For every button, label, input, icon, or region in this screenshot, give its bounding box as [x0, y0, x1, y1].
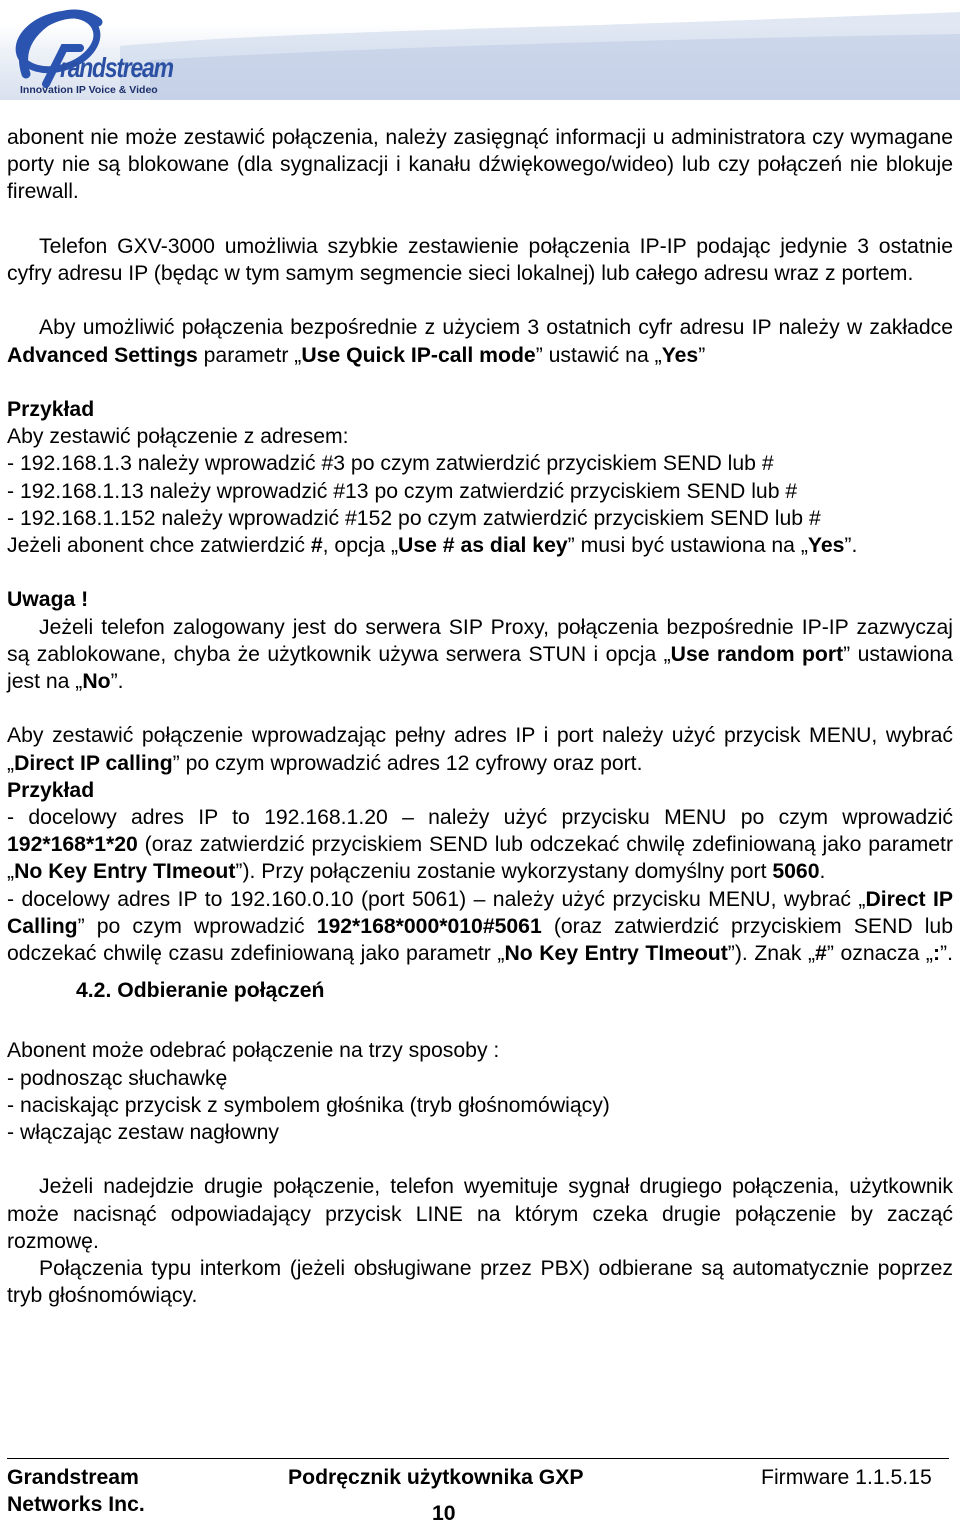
footer-page-number: 10 — [432, 1502, 456, 1525]
text-run: ” musi być ustawiona na „ — [567, 534, 808, 557]
example-item: - 192.168.1.152 należy wprowadzić #152 po czym zatwierdzić przyciskiem SEND lub # — [7, 506, 821, 530]
text-run: (oraz zatwierdzić przyciskiem SEND lub odczekać chwilę zdefiniowaną jako parametr „ — [7, 833, 953, 884]
text-run: ” ustawiona jest na „ — [7, 642, 953, 693]
example-item: - 192.168.1.13 należy wprowadzić #13 po czym zatwierdzić przyciskiem SEND lub # — [7, 479, 798, 503]
bold-term: No — [82, 670, 111, 693]
text-run: - docelowy adres IP to 192.160.0.10 (port 5061) – należy użyć przycisku MENU, wybrać „ — [7, 887, 866, 911]
example-item: - 192.168.1.3 należy wprowadzić #3 po czym zatwierdzić przyciskiem SEND lub # — [7, 452, 774, 476]
bold-term: 192*168*1*20 — [7, 833, 138, 857]
text-run: , opcja „ — [322, 534, 399, 557]
footer-manual-title: Podręcznik użytkownika GXP — [288, 1466, 584, 1489]
text-run: - docelowy adres IP to 192.168.1.20 – należy użyć przycisku MENU po czym wprowadzić — [7, 806, 953, 829]
text-run: ” oznacza „ — [826, 942, 933, 966]
warning-text — [7, 614, 953, 696]
text-run: Połączenia typu interkom (jeżeli obsługiwane przez PBX) odbierane są automatycznie poprzez tryb głośnomówiący. — [7, 1257, 953, 1308]
text-run: Aby umożliwić połączenia bezpośrednie z użyciem 3 ostatnich cyfr adresu IP należy w zakładce — [39, 316, 953, 340]
footer-company-line1: Grandstream — [7, 1466, 139, 1489]
bold-term: Yes — [661, 343, 699, 367]
text-run: parametr „ — [197, 343, 302, 367]
footer-company-line2: Networks Inc. — [7, 1493, 145, 1516]
logo-tagline: Innovation IP Voice & Video — [20, 84, 158, 96]
text-run: Jeżeli nadejdzie drugie połączenie, telefon wyemituje sygnał drugiego połączenia, użytkownik może nacisnąć odpowiadający przycisk LINE na którym czeka drugie połączenie by zacząć rozmowę. — [7, 1175, 953, 1253]
section-heading: 4.2. Odbieranie połączeń — [76, 979, 325, 1003]
bold-term: No Key Entry TImeout — [504, 942, 728, 966]
document-body — [7, 124, 953, 1309]
bold-term: # — [815, 942, 827, 966]
example-heading: Przykład — [7, 397, 95, 421]
warning-heading: Uwaga ! — [7, 588, 89, 612]
text-run: Jeżeli abonent chce zatwierdzić — [7, 534, 311, 557]
grandstream-logo — [6, 4, 173, 96]
example-2-item-1 — [7, 804, 953, 886]
text-run: ”). Znak „ — [727, 942, 816, 966]
bold-term: Use random port — [670, 642, 844, 666]
example-heading-2: Przykład — [7, 778, 95, 802]
paragraph-second-call — [7, 1173, 953, 1255]
bold-term: Use # as dial key — [398, 534, 568, 557]
answer-intro: Abonent może odebrać połączenie na trzy sposoby : — [7, 1039, 500, 1063]
paragraph-firewall — [7, 124, 953, 206]
text-run: abonent nie może zestawić połączenia, należy zasięgnąć informacji u administratora czy wymagane porty nie są blokowane (dla sygnalizacji i kanału dźwiękowego/wideo) lub czy połączeń nie blokuje firewall. — [7, 126, 953, 204]
text-run: ” ustawić na „ — [535, 343, 662, 367]
example-note — [7, 532, 953, 559]
paragraph-quick-ip-setting — [7, 314, 953, 368]
answer-item: - podnosząc słuchawkę — [7, 1066, 228, 1090]
bold-term: # — [310, 534, 323, 557]
example-intro: Aby zestawić połączenie z adresem: — [7, 425, 349, 449]
text-run: Aby zestawić połączenie wprowadzając pełny adres IP i port należy użyć przycisk MENU, wybrać „ — [7, 724, 953, 775]
bold-term: 5060 — [772, 860, 820, 884]
text-run: ”. — [940, 942, 953, 966]
page-header — [0, 0, 960, 100]
bold-term: No Key Entry TImeout — [14, 860, 236, 884]
bold-term: 192*168*000*010#5061 — [316, 914, 542, 938]
text-run: Telefon GXV-3000 umożliwia szybkie zestawienie połączenia IP-IP podając jedynie 3 ostatnie cyfry adresu IP (będąc w tym samym segmencie sieci lokalnej) lub całego adresu wraz z portem. — [7, 234, 953, 285]
logo-wordmark: randstream — [60, 52, 173, 83]
text-run: (oraz zatwierdzić przyciskiem SEND lub odczekać chwilę czasu zdefiniowaną jako parametr „ — [7, 914, 953, 966]
text-run: ”). Przy połączeniu zostanie wykorzystany domyślny port — [235, 860, 773, 884]
bold-term: Use Quick IP-call mode — [301, 343, 536, 367]
paragraph-direct-ip-calling — [7, 722, 953, 776]
example-2-item-2 — [7, 886, 953, 968]
footer-divider — [7, 1458, 949, 1459]
text-run: ”. — [844, 534, 858, 557]
text-run: ”. — [110, 670, 124, 693]
footer-company — [7, 1464, 145, 1518]
bold-term: Direct IP Calling — [7, 887, 953, 938]
text-run: ” po czym wprowadzić — [77, 914, 317, 938]
bold-term: : — [932, 942, 941, 966]
paragraph-intercom — [7, 1255, 953, 1309]
answer-item: - włączając zestaw nagłowny — [7, 1121, 280, 1145]
bold-term: Yes — [807, 534, 845, 557]
text-run: ” — [698, 343, 706, 367]
text-run: Jeżeli telefon zalogowany jest do serwera SIP Proxy, połączenia bezpośrednie IP-IP zazwyczaj są zablokowane, chyba że użytkownik używa serwera STUN i opcja „ — [7, 615, 953, 666]
text-run: ” po czym wprowadzić adres 12 cyfrowy oraz port. — [172, 751, 643, 775]
bold-term: Advanced Settings — [7, 343, 198, 367]
text-run: . — [819, 860, 826, 884]
footer-firmware: Firmware 1.1.5.15 — [761, 1466, 932, 1489]
answer-item: - naciskając przycisk z symbolem głośnika (tryb głośnomówiący) — [7, 1093, 610, 1117]
paragraph-quick-ip-call — [7, 233, 953, 287]
bold-term: Direct IP calling — [14, 751, 173, 775]
